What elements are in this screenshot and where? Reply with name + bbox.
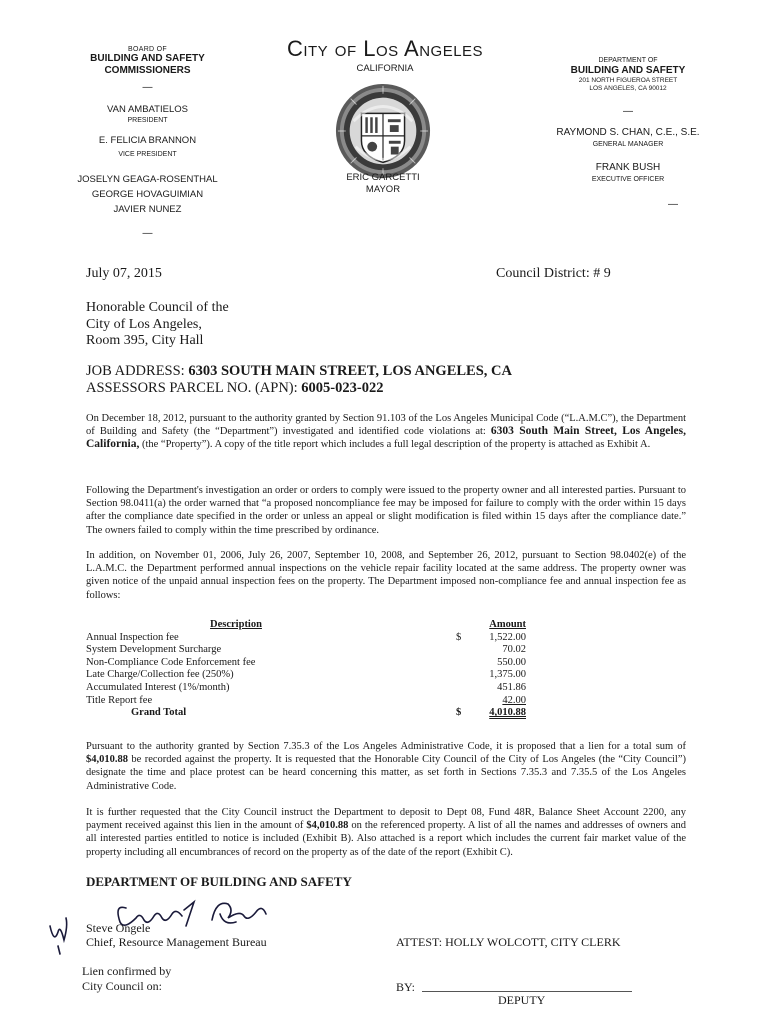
board-title-2: COMMISSIONERS [104, 65, 191, 76]
apn-label: ASSESSORS PARCEL NO. (APN): [86, 380, 302, 396]
grand-total-label: Grand Total [131, 707, 187, 719]
fee-amount: 1,522.00 [489, 631, 526, 643]
addressee-line: Honorable Council of the [86, 300, 229, 315]
department-block [538, 57, 718, 210]
fee-table [86, 619, 526, 720]
property-address-emphasis: 6303 South Main Street, Los Angeles, California, [86, 425, 686, 451]
lien-amount: $4,010.88 [86, 754, 128, 766]
board-block [60, 46, 235, 239]
fee-description: Title Report fee [86, 694, 153, 706]
signature-line [422, 991, 632, 992]
fee-amount: 550.00 [497, 656, 526, 668]
paragraph-text: on the referenced property. A list of all the names and addresses of owners and all interested parties entitled to notice is included (Exhibit B). Also attached is a report which includes the current fair market value of the property including all encumbrances of record on the property as of the date of the report (Exhibit C). [86, 820, 686, 858]
department-heading: DEPARTMENT OF BUILDING AND SAFETY [86, 874, 352, 889]
paragraph-inspections: In addition, on November 01, 2006, July 26, 2007, September 10, 2008, and September 26, 2012, pursuant to Section 98.0402(e) of the L.A.M.C. the Department performed annual inspections on the vehicle repair facility located at the same address. The property owner was given notice of the unpaid annual inspection fees on the property. The Department imposed non-compliance fee and annual inspection fee as follows: [86, 550, 686, 601]
dept-address-line: 201 NORTH FIGUEROA STREET [578, 77, 678, 84]
letter-date: July 07, 2015 [86, 266, 162, 281]
lien-confirmed-line: Lien confirmed by [82, 964, 172, 978]
grand-total-amount: 4,010.88 [489, 707, 526, 719]
divider-dash: — [668, 199, 678, 210]
signer-title: Chief, Resource Management Bureau [86, 935, 267, 949]
signer-name: Steve Ongele [86, 921, 151, 935]
fee-description: Late Charge/Collection fee (250%) [86, 669, 234, 681]
paragraph-text: On December 18, 2012, pursuant to the authority granted by Section 91.103 of the Los Angeles Municipal Code (“L.A.M.C”), the Department of Building and Safety (the “Department”) investigated and identified code violations at: [86, 413, 686, 438]
dept-title: BUILDING AND SAFETY [570, 65, 686, 76]
vice-president-role: VICE PRESIDENT [118, 151, 177, 158]
addressee-block [86, 300, 229, 350]
fee-amount: 1,375.00 [489, 669, 526, 681]
fee-description: Non-Compliance Code Enforcement fee [86, 656, 256, 668]
paragraph-violations [86, 412, 686, 452]
city-seal-icon [334, 82, 432, 180]
paragraph-deposit [86, 806, 686, 859]
addressee-line: Room 395, City Hall [86, 333, 204, 348]
dept-label: DEPARTMENT OF [598, 57, 658, 64]
paragraph-text: (the “Property”). A copy of the title report which includes a full legal description of the property is attached as Exhibit A. [139, 439, 651, 451]
fee-amount: 451.86 [497, 681, 526, 693]
job-address [86, 363, 512, 397]
mayor-role: MAYOR [365, 184, 401, 195]
fee-description: System Development Surcharge [86, 644, 222, 656]
president-name: VAN AMBATIELOS [107, 104, 188, 115]
by-label: BY: [396, 980, 415, 994]
apn-value: 6005-023-022 [301, 380, 384, 396]
table-row [86, 657, 526, 670]
city-title: City of Los Angeles [286, 36, 484, 61]
executive-officer-name: FRANK BUSH [595, 162, 661, 173]
currency-symbol: $ [456, 707, 462, 719]
table-row [86, 669, 526, 682]
lien-confirmed-line: City Council on: [82, 978, 163, 993]
council-district: Council District: # 9 [496, 266, 611, 281]
job-address-value: 6303 SOUTH MAIN STREET, LOS ANGELES, CA [188, 363, 512, 379]
general-manager-role: GENERAL MANAGER [592, 141, 664, 148]
commissioner-name: GEORGE HOVAGUIMIAN [91, 189, 204, 200]
signer-block [86, 921, 267, 949]
vice-president-name: E. FELICIA BRANNON [98, 135, 197, 146]
table-header-row [86, 619, 526, 632]
fee-description: Annual Inspection fee [86, 631, 179, 643]
deputy-label: DEPUTY [498, 993, 546, 1007]
table-row [86, 644, 526, 657]
paragraph-lien [86, 740, 686, 793]
table-row [86, 695, 526, 708]
lien-confirmation [82, 964, 171, 993]
addressee-line: City of Los Angeles, [86, 316, 202, 332]
job-address-label: JOB ADDRESS: [86, 363, 189, 379]
general-manager-name: RAYMOND S. CHAN, C.E., S.E. [556, 127, 700, 138]
divider-dash: — [142, 228, 153, 239]
fee-amount: 42.00 [502, 694, 526, 706]
fee-description: Accumulated Interest (1%/month) [86, 681, 230, 693]
table-row [86, 682, 526, 695]
dept-address-line: LOS ANGELES, CA 90012 [589, 85, 667, 92]
commissioner-name: JAVIER NUNEZ [113, 204, 182, 215]
divider-dash: — [623, 106, 633, 117]
paragraph-orders: Following the Department's investigation an order or orders to comply were issued to the property owner and all interested parties. Pursuant to Section 98.0411(a) the order warned that “a proposed noncompliance fee may be imposed for failure to comply with the order within 15 days after the compliance date specified in the order or unless an appeal or slight modification is filed within 15 days after the compliance date.” The owners failed to comply within the time prescribed by ordinance. [86, 485, 686, 536]
paragraph-text: Pursuant to the authority granted by Section 7.35.3 of the Los Angeles Administrative Code, it is proposed that a lien for a total sum of [86, 741, 686, 752]
divider-dash: — [142, 82, 153, 93]
attest-line: ATTEST: HOLLY WOLCOTT, CITY CLERK [396, 935, 621, 949]
paragraph-text: It is further requested that the City Council instruct the Department to deposit to Dept 08, Fund 48R, Balance Sheet Account 2200, any payment received against this lien in the amount of [86, 807, 686, 832]
board-title-1: BUILDING AND SAFETY [90, 53, 205, 64]
mayor-block [300, 172, 466, 196]
deposit-amount: $4,010.88 [306, 820, 349, 832]
commissioner-name: JOSELYN GEAGA-ROSENTHAL [77, 174, 218, 185]
president-role: PRESIDENT [127, 117, 168, 124]
total-row [86, 707, 526, 720]
paragraph-text: be recorded against the property. It is requested that the Honorable City Council of the City of Los Angeles (the “City Council”) designate the time and place protest can be heard concerning this matter, as set forth in Sections 7.35.3 and 7.35.5 of the Los Angeles Administrative Code. [86, 754, 686, 792]
city-subtitle: CALIFORNIA [356, 63, 414, 74]
fee-amount: 70.02 [502, 644, 526, 656]
table-row [86, 632, 526, 645]
currency-symbol: $ [456, 631, 462, 643]
amount-header: Amount [489, 619, 526, 630]
description-header: Description [210, 619, 262, 630]
mayor-name: ERIC GARCETTI [346, 172, 420, 183]
board-label: BOARD OF [128, 46, 167, 53]
executive-officer-role: EXECUTIVE OFFICER [591, 176, 665, 183]
